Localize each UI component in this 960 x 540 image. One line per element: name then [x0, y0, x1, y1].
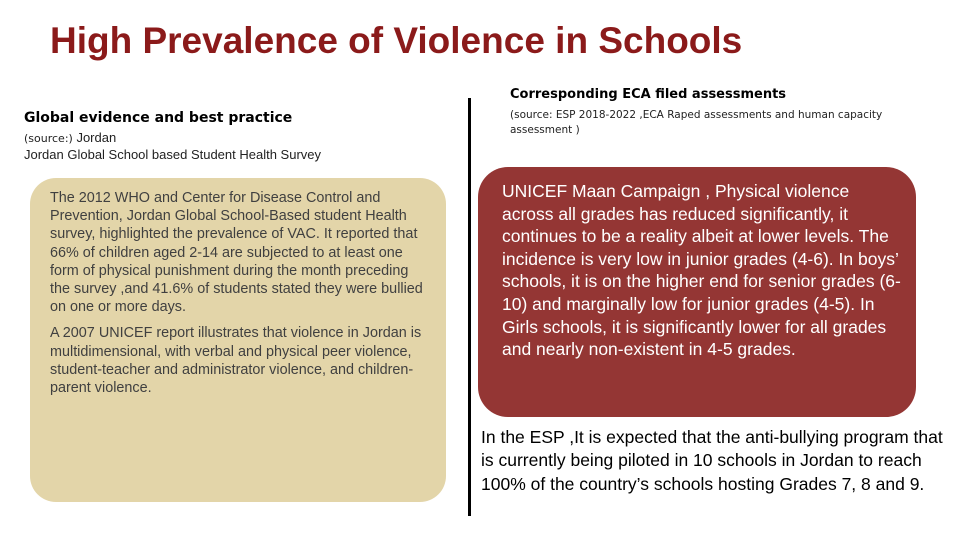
right-section-heading: Corresponding ECA filed assessments	[510, 87, 787, 102]
who-survey-paragraph: The 2012 WHO and Center for Disease Control and Prevention, Jordan Global School-Based student Health survey, highlighted the prevalence of VAC. It reported that 66% of children aged 2-14 are subjected to at least one form of physical punishment during the month preceding the survey ,and 41.6% of students stated they were bullied on one or more days.	[50, 190, 423, 316]
page-title: High Prevalence of Violence in Schools	[50, 20, 743, 61]
left-source-label: (source:)	[24, 132, 73, 145]
left-source-line1: Jordan	[76, 130, 117, 145]
global-evidence-text	[50, 189, 430, 405]
left-source-line2: Jordan Global School based Student Health Survey	[24, 147, 322, 162]
esp-expectation-text: In the ESP ,It is expected that the anti-bullying program that is currently being piloted in 10 schools in Jordan to reach 100% of the country’s schools hosting Grades 7, 8 and 9.	[481, 427, 943, 494]
section-divider	[468, 98, 471, 516]
unicef-report-paragraph: A 2007 UNICEF report illustrates that violence in Jordan is multidimensional, with verbal and physical peer violence, student-teacher and administrator violence, and children-parent violence.	[50, 325, 422, 397]
right-source: (source: ESP 2018-2022 ,ECA Raped assessments and human capacity assessment )	[510, 109, 883, 136]
left-source	[24, 130, 321, 163]
left-section-heading: Global evidence and best practice	[24, 110, 293, 126]
eca-assessment-text: UNICEF Maan Campaign , Physical violence across all grades has reduced significantly, it continues to be a reality albeit at lower levels. The incidence is very low in junior grades (4-6). In boys’ schools, it is on the higher end for senior grades (6-10) and marginally low for junior grades (4-5). In Girls schools, it is significantly lower for all grades and nearly non-existent in 4-5 grades.	[502, 181, 901, 360]
